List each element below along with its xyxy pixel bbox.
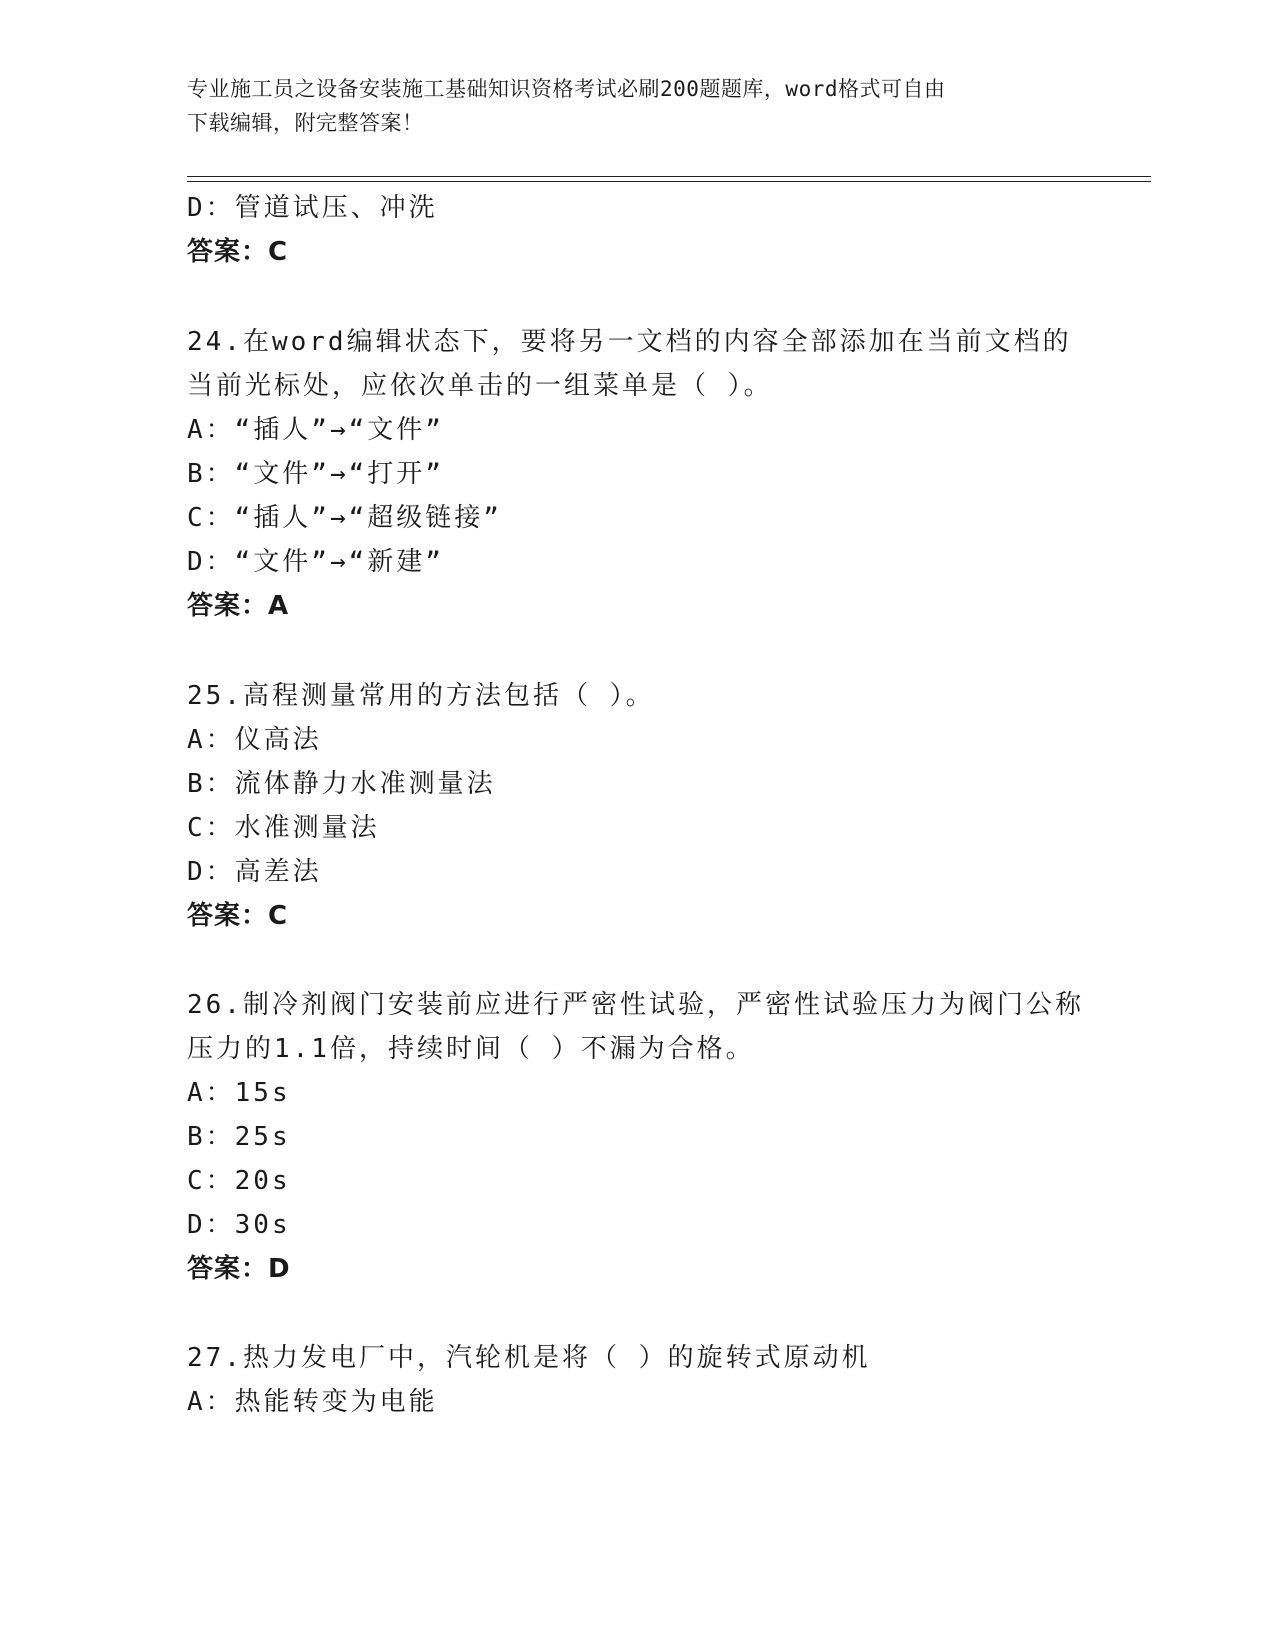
q27-stem-line-1: 27.热力发电厂中，汽轮机是将（ ）的旋转式原动机 [187,1343,871,1373]
q25-stem-line-1: 25.高程测量常用的方法包括（ ）。 [187,681,655,711]
q25-option-c: C：水准测量法 [187,813,380,843]
header-divider-top [187,176,1151,177]
header-title-line-1: 专业施工员之设备安装施工基础知识资格考试必刷200题题库，word格式可自由 [187,77,946,101]
page-header [187,72,1087,140]
q25-option-a: A：仪高法 [187,725,322,755]
q25-option-b: B：流体静力水准测量法 [187,769,496,799]
prev-answer: 答案：C [187,237,289,267]
q26-option-a: A：15s [187,1078,291,1108]
q24-stem-line-1: 24.在word编辑状态下，要将另一文档的内容全部添加在当前文档的 [187,327,1072,357]
q26-answer: 答案：D [187,1254,291,1284]
q27-option-a: A：热能转变为电能 [187,1387,438,1417]
q24-option-d: D：“文件”→“新建” [187,547,444,577]
q25-answer: 答案：C [187,901,289,931]
q24-option-c: C：“插人”→“超级链接” [187,503,502,533]
q24-answer: 答案：A [187,591,290,621]
prev-option-d: D：管道试压、冲洗 [187,193,438,223]
header-title-line-2: 下载编辑，附完整答案！ [187,111,424,135]
q26-stem-line-2: 压力的1.1倍，持续时间（ ）不漏为合格。 [187,1034,755,1064]
q24-option-b: B：“文件”→“打开” [187,459,444,489]
q26-option-d: D：30s [187,1210,291,1240]
q26-stem-line-1: 26.制冷剂阀门安装前应进行严密性试验，严密性试验压力为阀门公称 [187,990,1084,1020]
q24-stem-line-2: 当前光标处，应依次单击的一组菜单是（ ）。 [187,371,773,401]
q26-option-b: B：25s [187,1122,291,1152]
q25-option-d: D：高差法 [187,857,322,887]
q24-option-a: A：“插人”→“文件” [187,415,444,445]
header-divider-bottom [187,181,1151,182]
q26-option-c: C：20s [187,1166,291,1196]
